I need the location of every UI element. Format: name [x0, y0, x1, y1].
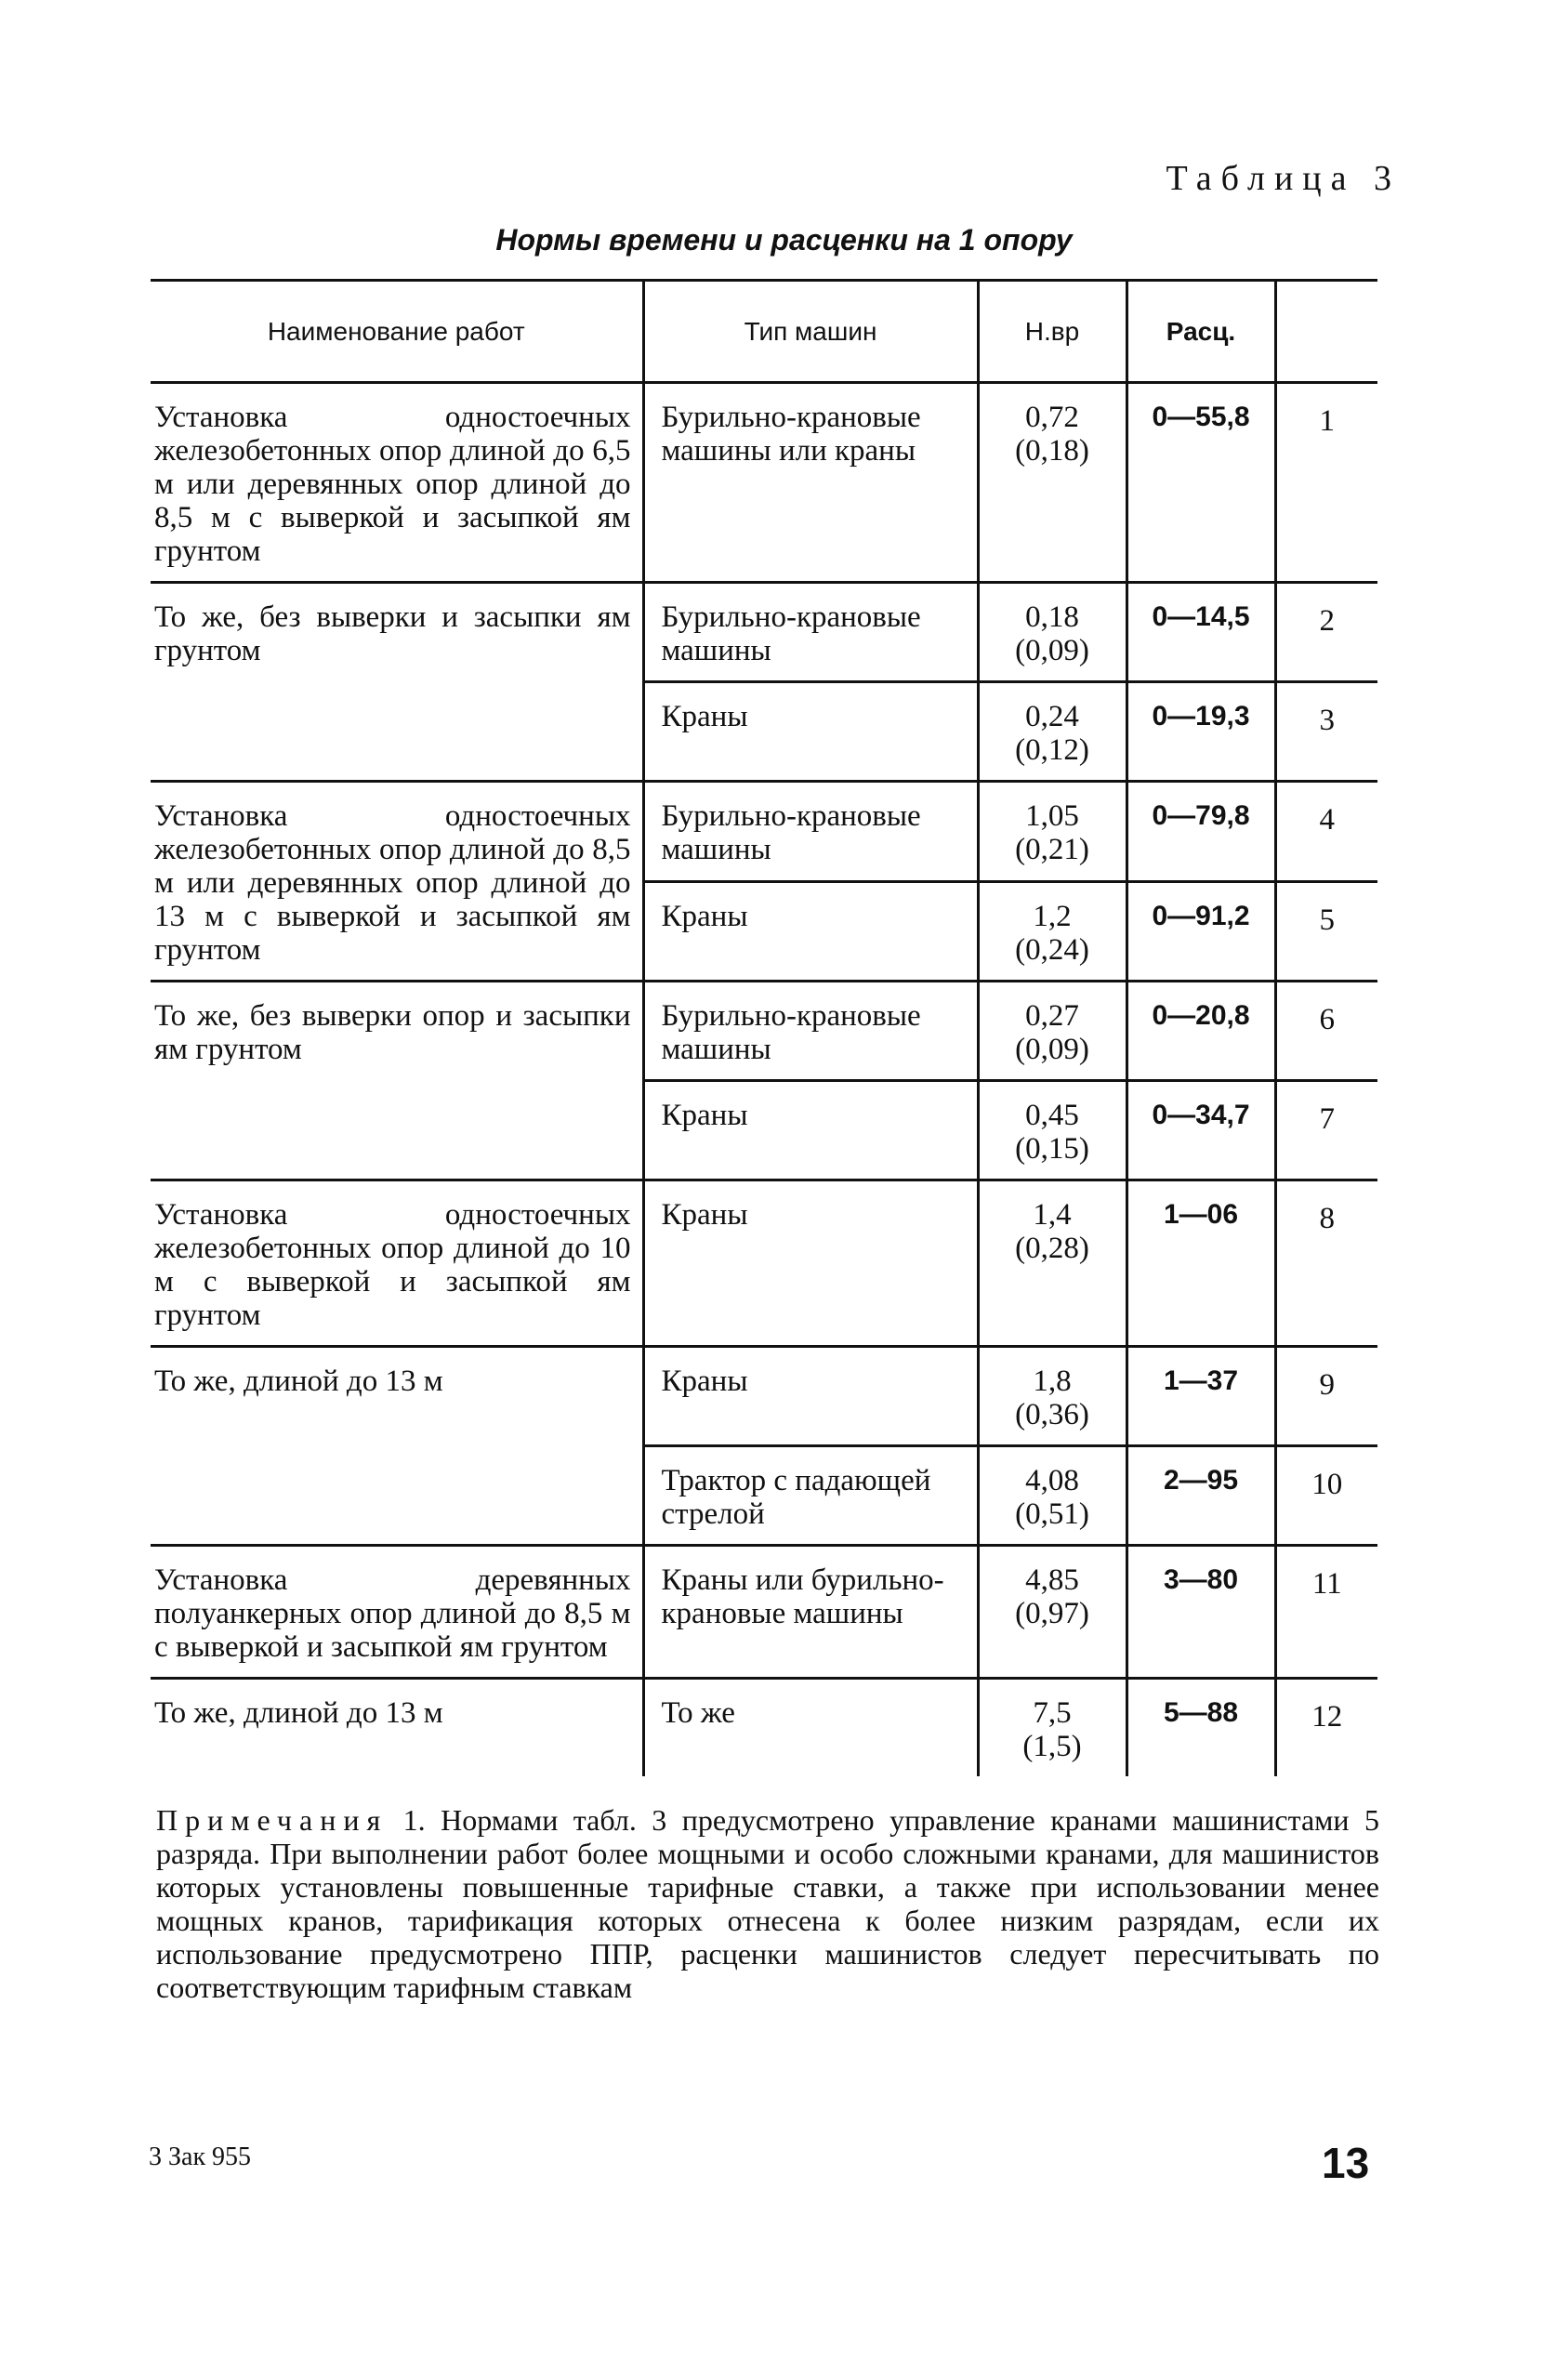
rate-value: 1—06: [1127, 1180, 1275, 1347]
rate-value: 0—20,8: [1127, 982, 1275, 1081]
time-norm-value: 0,27: [1025, 999, 1079, 1033]
time-norm: [978, 1347, 1127, 1446]
table-row: [151, 1180, 1377, 1347]
time-norm-value: 1,05: [1025, 799, 1079, 833]
work-description: То же, без выверки и засыпки ям грунтом: [151, 583, 643, 782]
column-header-work: Наименование работ: [151, 281, 643, 383]
machine-type: Краны: [643, 1081, 978, 1180]
machine-type: Бурильно-крановые машины или краны: [643, 383, 978, 583]
time-norm-value: 7,5: [1033, 1696, 1072, 1730]
time-norm: [978, 1081, 1127, 1180]
row-number: 10: [1275, 1446, 1377, 1546]
table-row: [151, 782, 1377, 882]
column-header-rate: Расц.: [1127, 281, 1275, 383]
time-norm: [978, 1180, 1127, 1347]
time-norm-machinist: (0,28): [1015, 1232, 1089, 1265]
work-description: То же, длиной до 13 м: [151, 1679, 643, 1777]
work-description: Установка одностоечных железобетонных опор длиной до 8,5 м или деревянных опор длиной до 13 м с выверкой и засыпкой ям грунтом: [151, 782, 643, 982]
machine-type: Краны или бурильно-крановые машины: [643, 1546, 978, 1679]
table-row: [151, 583, 1377, 682]
rate-value: 5—88: [1127, 1679, 1275, 1777]
time-norm-value: 1,4: [1033, 1198, 1072, 1232]
machine-type: Краны: [643, 1347, 978, 1446]
time-norm-value: 0,45: [1025, 1099, 1079, 1132]
time-norm: [978, 1446, 1127, 1546]
time-norm: [978, 1546, 1127, 1679]
column-header-number: [1275, 281, 1377, 383]
time-norm-machinist: (1,5): [1022, 1730, 1082, 1763]
work-description: Установка одностоечных железобетонных опор длиной до 10 м с выверкой и засыпкой ям грунтом: [151, 1180, 643, 1347]
machine-type: Краны: [643, 1180, 978, 1347]
machine-type: Трактор с падающей стрелой: [643, 1446, 978, 1546]
time-norm-machinist: (0,36): [1015, 1398, 1089, 1431]
rate-value: 0—34,7: [1127, 1081, 1275, 1180]
column-header-machine: Тип машин: [643, 281, 978, 383]
table-label: Таблица 3: [1166, 159, 1401, 198]
table-row: [151, 1679, 1377, 1777]
time-norm: [978, 982, 1127, 1081]
time-norm-machinist: (0,24): [1015, 932, 1089, 967]
time-norm-value: 0,72: [1025, 401, 1079, 434]
rate-value: 0—79,8: [1127, 782, 1275, 882]
time-norm-value: 1,2: [1033, 899, 1072, 933]
time-norm: [978, 1679, 1127, 1777]
rate-value: 0—55,8: [1127, 383, 1275, 583]
rate-value: 0—91,2: [1127, 881, 1275, 982]
rate-value: 1—37: [1127, 1347, 1275, 1446]
row-number: 1: [1275, 383, 1377, 583]
rate-value: 2—95: [1127, 1446, 1275, 1546]
time-norm-machinist: (0,51): [1015, 1497, 1089, 1531]
time-norm: [978, 383, 1127, 583]
work-description: Установка одностоечных железобетонных опор длиной до 6,5 м или деревянных опор длиной до 8,5 м с выверкой и засыпкой ям грунтом: [151, 383, 643, 583]
row-number: 2: [1275, 583, 1377, 682]
table-title: Нормы времени и расценки на 1 опору: [495, 223, 1073, 257]
notes-lead: Примечания: [156, 1803, 389, 1837]
time-norm-machinist: (0,18): [1015, 434, 1089, 468]
norms-table: [151, 279, 1377, 1776]
time-norm-machinist: (0,09): [1015, 1033, 1089, 1066]
order-code: 3 Зак 955: [149, 2142, 252, 2171]
time-norm-value: 4,08: [1025, 1464, 1079, 1497]
page-number: 13: [1322, 2139, 1370, 2187]
rate-value: 0—19,3: [1127, 682, 1275, 782]
rate-value: 3—80: [1127, 1546, 1275, 1679]
machine-type: Бурильно-крановые машины: [643, 782, 978, 882]
machine-type: Краны: [643, 682, 978, 782]
notes: [156, 1803, 1379, 2004]
time-norm-value: 1,8: [1033, 1365, 1072, 1398]
time-norm: [978, 782, 1127, 882]
table-row: [151, 1347, 1377, 1446]
time-norm: [978, 583, 1127, 682]
time-norm-machinist: (0,15): [1015, 1132, 1089, 1166]
notes-text: 1. Нормами табл. 3 предусмотрено управление кранами машинистами 5 разряда. При выполнении работ более мощными и особо сложными кранами, для машинистов которых установлены повышенные тарифные ставки, а также при использовании менее мощных кранов, тарификация которых отнесена к более низким разрядам, если их использование предусмотрено ППР, расценки машинистов следует пересчитывать по соответствующим тарифным ставкам: [156, 1803, 1380, 2004]
row-number: 9: [1275, 1347, 1377, 1446]
row-number: 11: [1275, 1546, 1377, 1679]
row-number: 7: [1275, 1081, 1377, 1180]
machine-type: Краны: [643, 881, 978, 982]
work-description: То же, длиной до 13 м: [151, 1347, 643, 1546]
time-norm: [978, 682, 1127, 782]
time-norm-value: 0,18: [1025, 600, 1079, 634]
column-header-time-norm: Н.вр: [978, 281, 1127, 383]
time-norm-machinist: (0,97): [1015, 1597, 1089, 1630]
time-norm-machinist: (0,09): [1015, 634, 1089, 667]
time-norm-value: 0,24: [1025, 700, 1079, 733]
time-norm: [978, 881, 1127, 982]
table-header: [151, 281, 1377, 383]
table-row: [151, 383, 1377, 583]
table-row: [151, 1546, 1377, 1679]
row-number: 6: [1275, 982, 1377, 1081]
row-number: 5: [1275, 881, 1377, 982]
row-number: 12: [1275, 1679, 1377, 1777]
time-norm-machinist: (0,12): [1015, 733, 1089, 767]
work-description: Установка деревянных полуанкерных опор длиной до 8,5 м с выверкой и засыпкой ям грунтом: [151, 1546, 643, 1679]
table-row: [151, 982, 1377, 1081]
machine-type: То же: [643, 1679, 978, 1777]
time-norm-value: 4,85: [1025, 1563, 1079, 1597]
row-number: 3: [1275, 682, 1377, 782]
rate-value: 0—14,5: [1127, 583, 1275, 682]
row-number: 4: [1275, 782, 1377, 882]
row-number: 8: [1275, 1180, 1377, 1347]
time-norm-machinist: (0,21): [1015, 833, 1089, 866]
work-description: То же, без выверки опор и засыпки ям грунтом: [151, 982, 643, 1180]
machine-type: Бурильно-крановые машины: [643, 982, 978, 1081]
machine-type: Бурильно-крановые машины: [643, 583, 978, 682]
